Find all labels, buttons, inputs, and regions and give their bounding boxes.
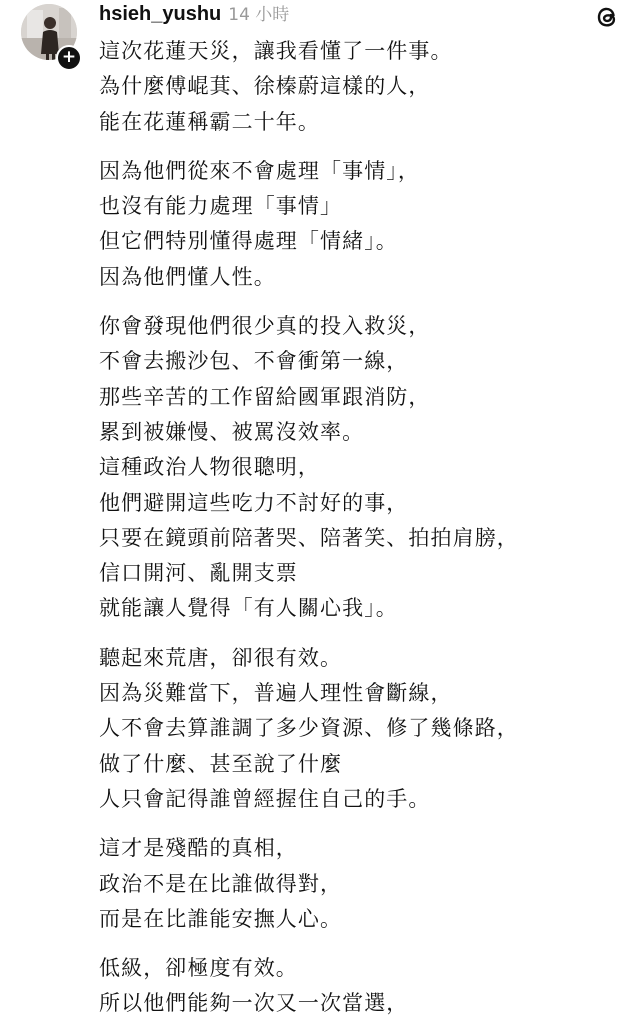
post-text-line: 所以他們能夠一次又一次當選， <box>99 991 409 1016</box>
post-paragraph <box>99 154 629 295</box>
post-text-line: 你會發現他們很少真的投入救災， <box>99 314 431 339</box>
post-header <box>99 0 289 30</box>
post-paragraph <box>99 831 629 937</box>
post-text-line: 人不會去算誰調了多少資源、修了幾條路， <box>99 716 519 741</box>
post-text-line: 能在花蓮稱霸二十年。 <box>99 109 320 134</box>
post-text-line: 做了什麼、甚至說了什麼 <box>99 751 343 776</box>
post-text-line: 人只會記得誰曾經握住自己的手。 <box>99 786 431 811</box>
follow-plus-icon[interactable]: + <box>56 45 82 71</box>
post-text-line: 那些辛苦的工作留給國軍跟消防， <box>99 384 431 409</box>
post-text-line: 只要在鏡頭前陪著哭、陪著笑、拍拍肩膀， <box>99 525 519 550</box>
post-paragraph <box>99 309 629 627</box>
post-paragraph <box>99 34 629 140</box>
post-text-line: 為什麼傅崐萁、徐榛蔚這樣的人， <box>99 74 431 99</box>
post-text-line: 政治不是在比誰做得對， <box>99 871 343 896</box>
post-text-line: 這種政治人物很聰明， <box>99 455 320 480</box>
post-body <box>99 34 629 1036</box>
post-paragraph <box>99 641 629 817</box>
post-text-line: 他們避開這些吃力不討好的事， <box>99 490 409 515</box>
post-text-line: 不會去搬沙包、不會衝第一線， <box>99 349 409 374</box>
post-text-line: 信口開河、亂開支票 <box>99 561 298 586</box>
timestamp: 14 小時 <box>228 5 290 25</box>
post-paragraph <box>99 951 629 1022</box>
username[interactable]: hsieh_yushu <box>99 3 222 25</box>
post-text-line: 因為他們懂人性。 <box>99 264 276 289</box>
post-text-line: 就能讓人覺得「有人關心我」。 <box>99 596 398 621</box>
post-text-line: 而是在比誰能安撫人心。 <box>99 906 343 931</box>
post-text-line: 因為災難當下，普遍人理性會斷線， <box>99 681 453 706</box>
threads-logo-icon[interactable] <box>592 2 622 32</box>
post-text-line: 累到被嫌慢、被罵沒效率。 <box>99 419 365 444</box>
post-text-line: 因為他們從來不會處理「事情」， <box>99 158 420 183</box>
post-text-line: 聽起來荒唐，卻很有效。 <box>99 645 343 670</box>
post-text-line: 這次花蓮天災，讓我看懂了一件事。 <box>99 39 453 63</box>
post-text-line: 這才是殘酷的真相， <box>99 836 298 861</box>
post-text-line: 也沒有能力處理「事情」 <box>99 194 343 219</box>
post-text-line: 低級，卻極度有效。 <box>99 956 298 981</box>
post-text-line: 但它們特別懂得處理「情緒」。 <box>99 229 398 254</box>
